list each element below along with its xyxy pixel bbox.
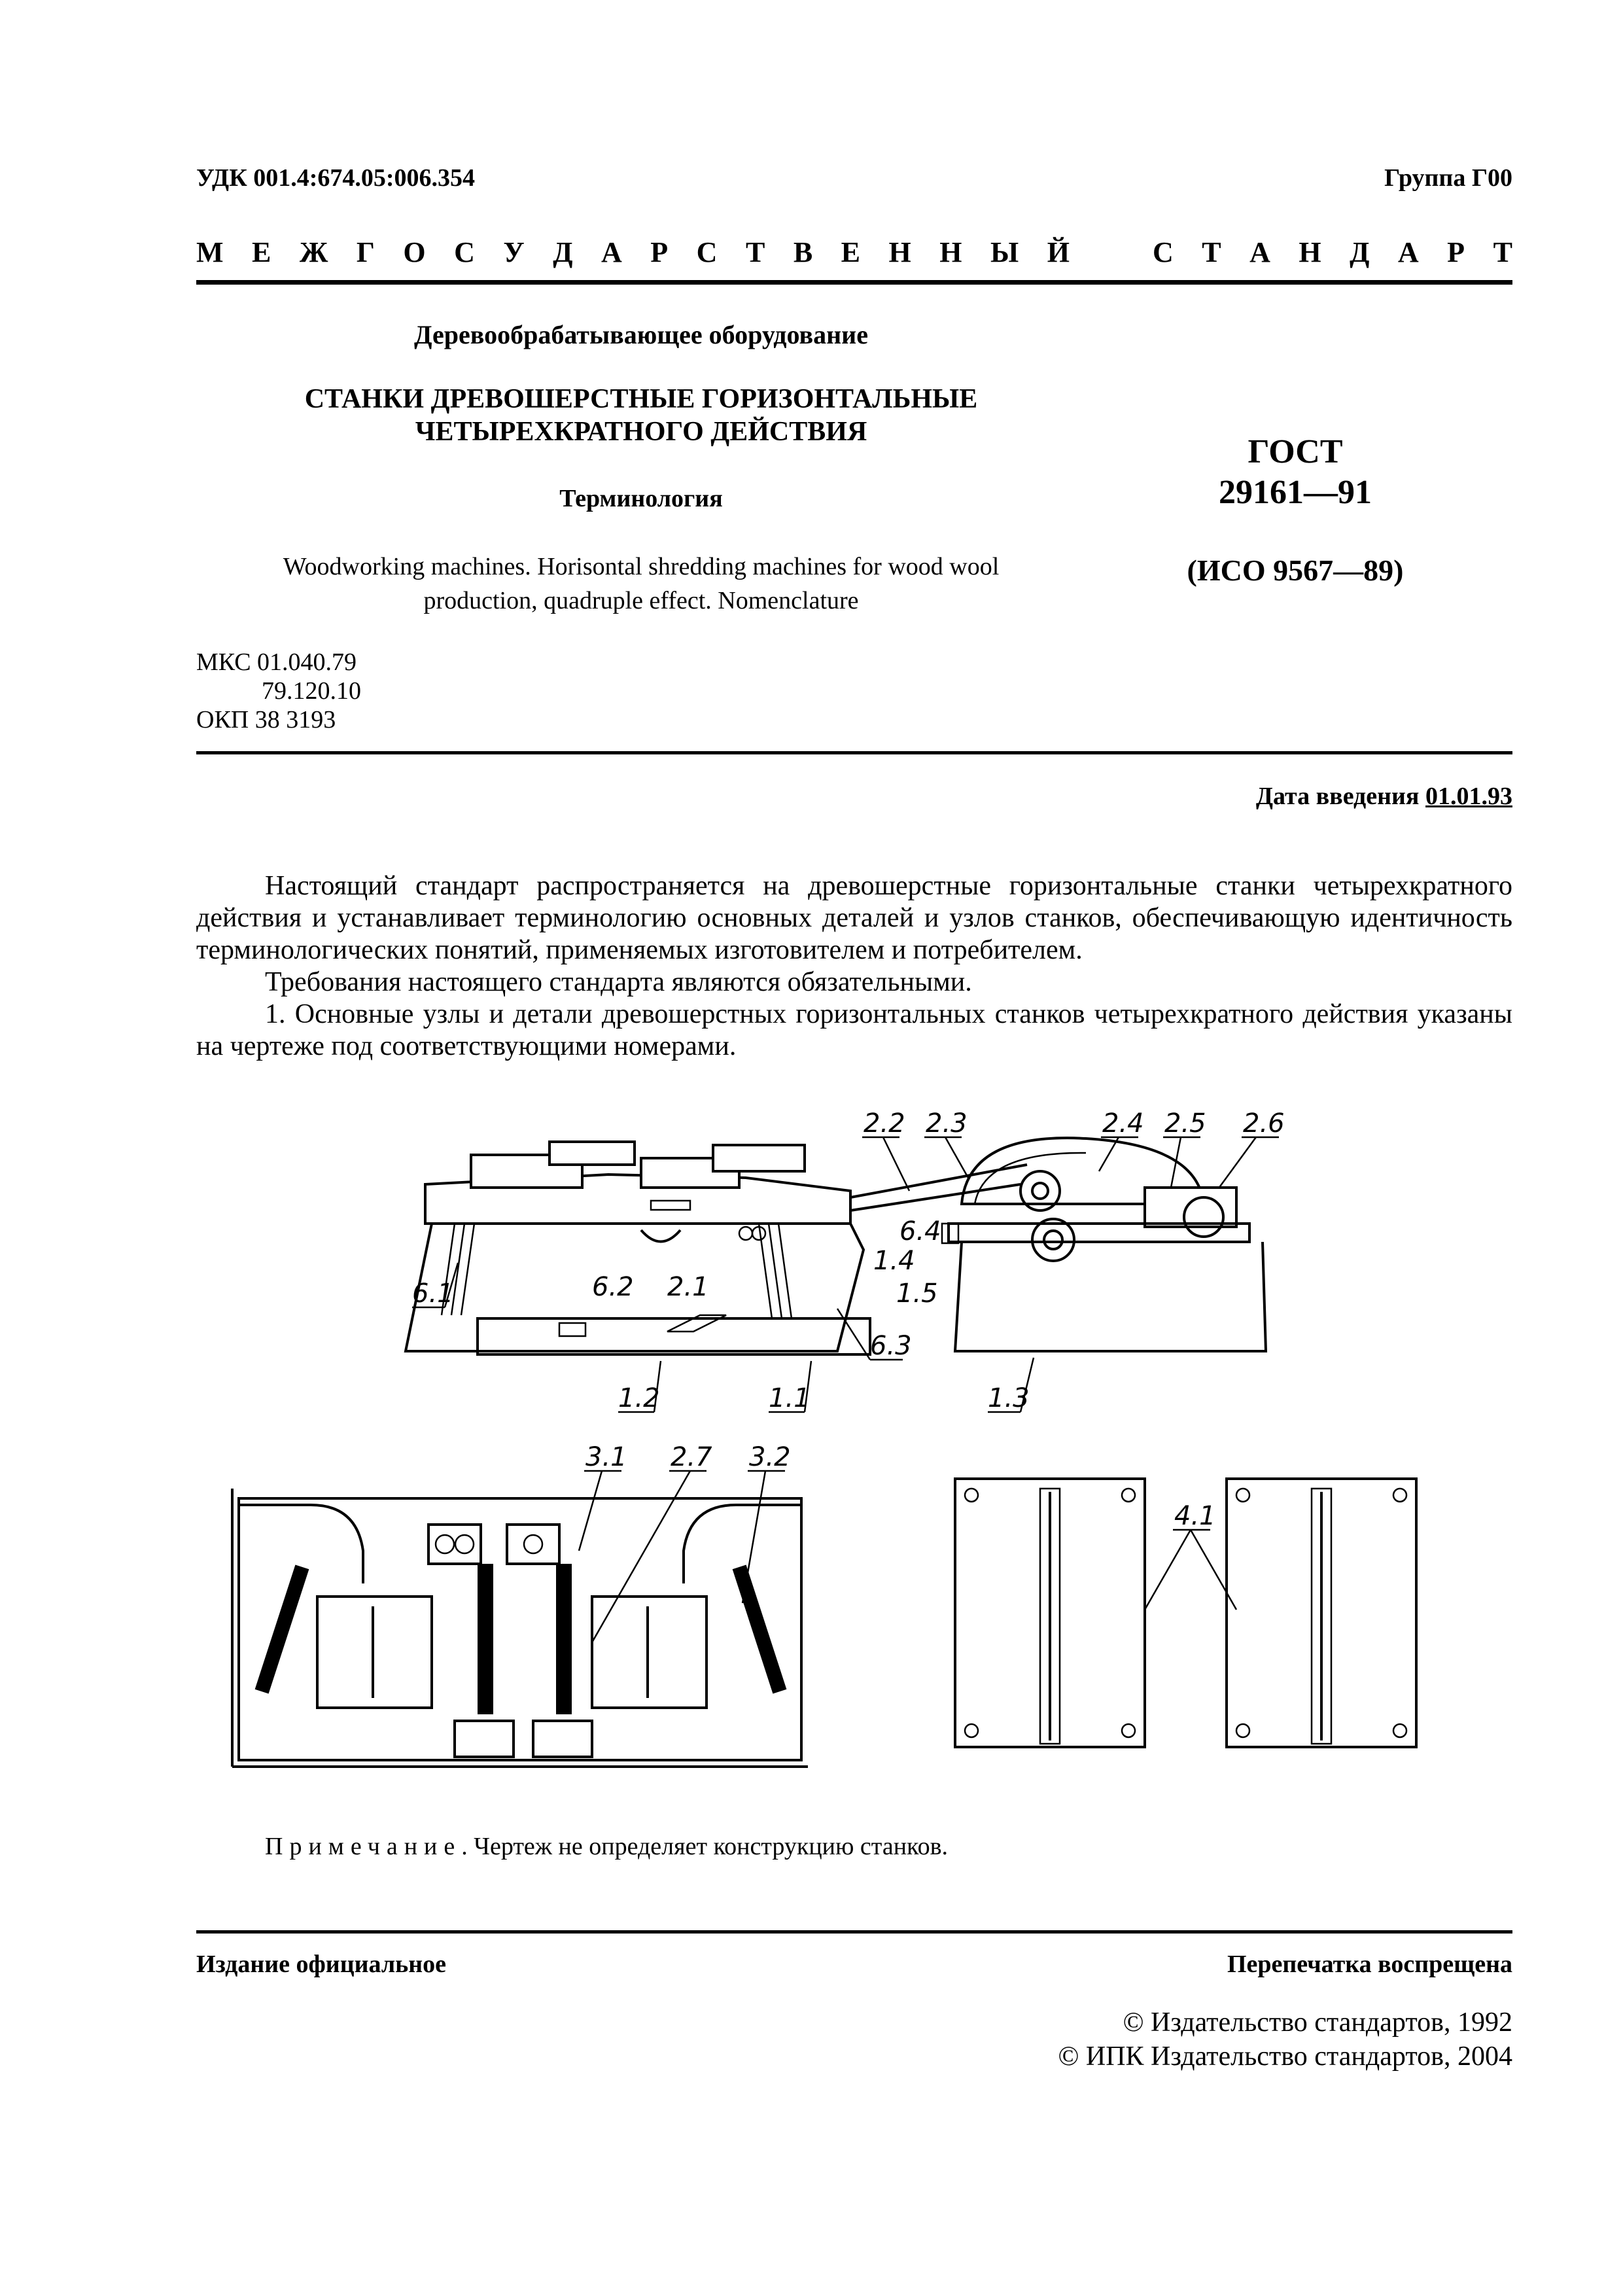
mks-code-1: МКС 01.040.79 (196, 648, 357, 676)
gost-number: 29161—91 (1219, 474, 1372, 511)
feed-screw (556, 1564, 572, 1714)
mks-code-2: 79.120.10 (262, 677, 361, 705)
label-1-1: 1.1 (769, 1383, 811, 1413)
label-2-3: 2.3 (926, 1108, 968, 1139)
crank-pulley-hub (1044, 1231, 1062, 1249)
label-1-5: 1.5 (896, 1279, 938, 1309)
letter: Н (939, 236, 962, 268)
leader-line (1145, 1530, 1191, 1610)
bearing (455, 1535, 474, 1553)
knife-holder (641, 1230, 680, 1242)
feed-screw (478, 1564, 493, 1714)
paragraph-item-1: 1. Основные узлы и детали древошерстных горизонтальных станков четырехкратного действия указаны на чертеже под соответствующими номерами. (196, 999, 1512, 1061)
intro-date (1256, 782, 1512, 811)
label-2-4: 2.4 (1102, 1108, 1144, 1139)
copyright-2004: © ИПК Издательство стандартов, 2004 (1058, 2041, 1512, 2072)
letter: Е (841, 236, 861, 268)
label-2-5: 2.5 (1164, 1108, 1206, 1139)
letter: В (793, 236, 813, 268)
label-1-4: 1.4 (873, 1246, 915, 1276)
letter: Д (553, 236, 573, 268)
belt-guard-inner (975, 1153, 1086, 1204)
letter: Т (1493, 236, 1512, 268)
paragraph-mandatory: Требования настоящего стандарта являются обязательными. (265, 967, 972, 997)
drawing-note (265, 1832, 948, 1861)
machine-base (406, 1224, 864, 1351)
label-4-1: 4.1 (1174, 1501, 1216, 1531)
letter: А (1397, 236, 1419, 268)
letter: Т (1202, 236, 1221, 268)
label-2-6: 2.6 (1243, 1108, 1285, 1139)
label-2-7: 2.7 (671, 1442, 712, 1472)
leader-line (883, 1137, 909, 1191)
english-title-line2: production, quadruple effect. Nomenclature (423, 587, 859, 614)
label-3-1: 3.1 (585, 1442, 627, 1472)
label-6-2: 6.2 (592, 1272, 634, 1302)
udk-code: УДК 001.4:674.05:006.354 (196, 164, 476, 192)
okp-code: ОКП 38 3193 (196, 706, 336, 733)
connector (942, 1224, 958, 1243)
category-title: Деревообрабатывающее оборудование (414, 320, 868, 349)
letter: А (1249, 236, 1270, 268)
classifier-rule (196, 751, 1512, 754)
gost-label: ГОСТ (1248, 433, 1343, 470)
letter: М (196, 236, 224, 268)
leader-line (945, 1137, 968, 1178)
footer-rule (196, 1930, 1512, 1934)
letter: С (1152, 236, 1174, 268)
knife-plates-drawing (949, 1466, 1446, 1767)
guide (651, 1201, 690, 1210)
bearing-block (507, 1525, 559, 1564)
feed-screw (733, 1564, 787, 1693)
gear (739, 1227, 752, 1240)
machine-plan-view-drawing (226, 1433, 814, 1786)
letter: Д (1350, 236, 1370, 268)
feed-rods (442, 1224, 792, 1318)
label-2-1: 2.1 (667, 1272, 709, 1302)
clamp-block (455, 1721, 514, 1757)
english-title (196, 550, 1086, 618)
copyright-block (1058, 2005, 1512, 2074)
standard-type-heading (196, 232, 1512, 272)
bearing (436, 1535, 454, 1553)
leader-line (592, 1471, 690, 1642)
carriage-head (550, 1142, 635, 1165)
letter: Ж (299, 236, 328, 268)
leader-line (1191, 1530, 1236, 1610)
note-text: . Чертеж не определяет конструкцию станков. (461, 1833, 949, 1860)
intro-date-label: Дата введения (1255, 783, 1420, 810)
official-edition: Издание официальное (196, 1951, 447, 1978)
drive-stand (955, 1242, 1266, 1351)
header-rule (196, 280, 1512, 285)
letter: Г (356, 236, 375, 268)
flywheel-hub (1032, 1183, 1048, 1199)
intro-date-value: 01.01.93 (1425, 783, 1512, 810)
wood-feed-table (478, 1318, 870, 1354)
classifier-codes (196, 648, 361, 734)
plan-outline (239, 1498, 801, 1760)
letter: Р (1447, 236, 1465, 268)
bearing (524, 1535, 542, 1553)
letter: Н (1299, 236, 1321, 268)
main-title-line1: СТАНКИ ДРЕВОШЕРСТНЫЕ ГОРИЗОНТАЛЬНЫЕ (304, 384, 978, 414)
iso-reference: (ИСО 9567—89) (1187, 554, 1404, 587)
letter: Е (252, 236, 271, 268)
machine-side-view-drawing (393, 1093, 1295, 1433)
label-6-1: 6.1 (412, 1279, 454, 1309)
label-6-3: 6.3 (870, 1331, 912, 1361)
clamp-block (533, 1721, 592, 1757)
letter: С (454, 236, 475, 268)
leader-line (1217, 1137, 1256, 1191)
english-title-line1: Woodworking machines. Horisontal shredding machines for wood wool (283, 553, 1000, 580)
drive-belt (850, 1165, 1027, 1197)
letter: А (601, 236, 622, 268)
gost-designation (1112, 432, 1478, 513)
subtitle: Терминология (559, 485, 723, 512)
label-6-4: 6.4 (899, 1216, 941, 1246)
reprint-prohibited: Перепечатка воспрещена (1227, 1951, 1512, 1978)
label-2-2: 2.2 (864, 1108, 905, 1139)
main-title-line2: ЧЕТЫРЕХКРАТНОГО ДЕЙСТВИЯ (415, 417, 867, 447)
note-label: Примечание (265, 1833, 462, 1860)
letter: О (403, 236, 426, 268)
letter: У (503, 236, 525, 268)
drive-belt (850, 1184, 1021, 1210)
letter: Й (1047, 236, 1070, 268)
letter: Н (888, 236, 911, 268)
body-text (196, 870, 1512, 1063)
label-3-2: 3.2 (749, 1442, 791, 1472)
clamp (559, 1323, 585, 1336)
carriage-head (713, 1145, 805, 1171)
paragraph-scope: Настоящий стандарт распространяется на древошерстные горизонтальные станки четырехкратного действия и устанавливает терминологию основных деталей и узлов станков, обеспечивающую идентичность терминологических понятий, применяемых изготовителем и потребителем. (196, 871, 1512, 965)
main-title (196, 383, 1086, 448)
letter: Т (745, 236, 765, 268)
feed-screw (255, 1564, 309, 1693)
leader-line (579, 1471, 602, 1551)
letter: Р (650, 236, 669, 268)
crank-pulley (1032, 1219, 1074, 1261)
label-1-2: 1.2 (618, 1383, 660, 1413)
group-code: Группа Г00 (1384, 164, 1512, 192)
letter: Ы (990, 236, 1019, 268)
letter: С (696, 236, 718, 268)
copyright-1992: © Издательство стандартов, 1992 (1123, 2007, 1512, 2038)
label-1-3: 1.3 (988, 1383, 1030, 1413)
knife-plate (317, 1597, 432, 1708)
